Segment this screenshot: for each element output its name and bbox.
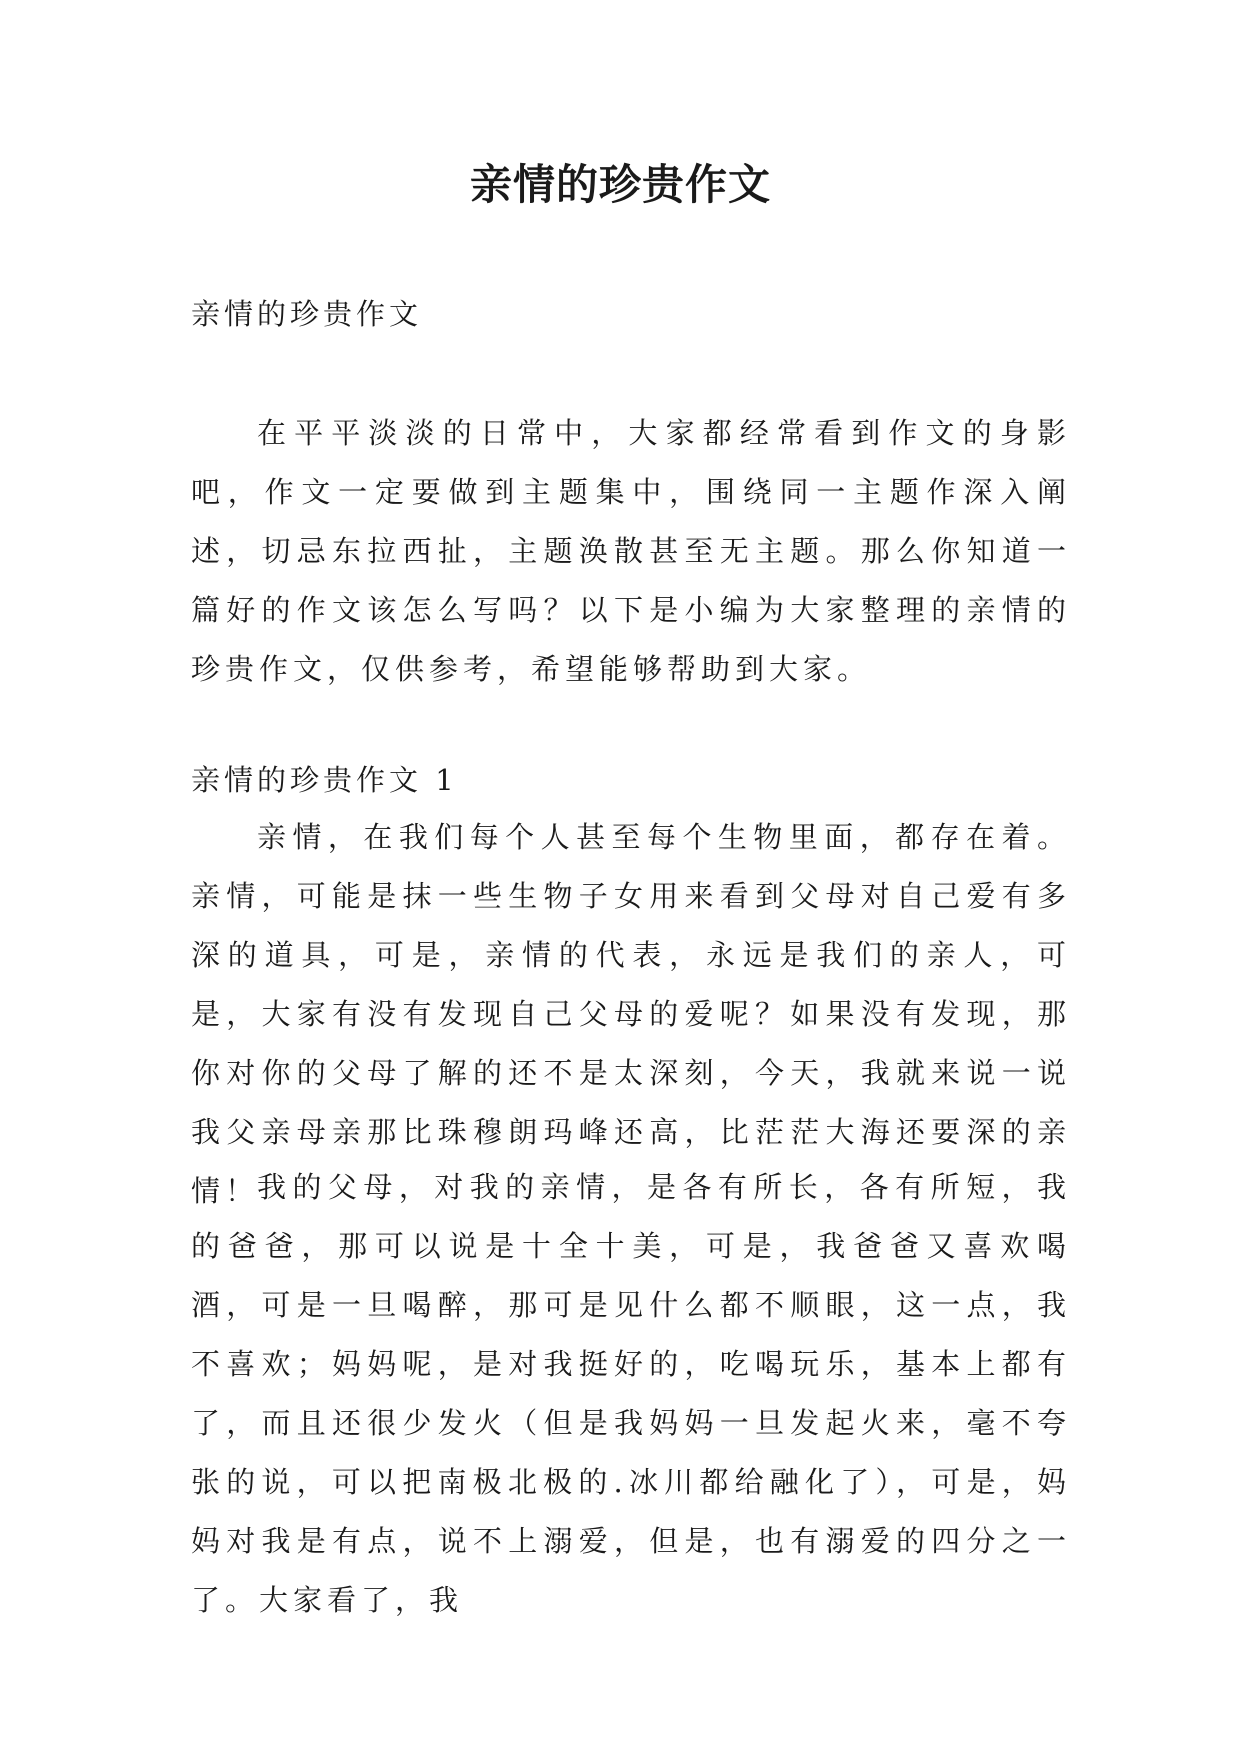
section-heading-1: 亲情的珍贵作文 1: [191, 763, 458, 797]
document-subtitle: 亲情的珍贵作文: [191, 297, 423, 331]
section1-paragraph-2: 我的父母，对我的亲情，是各有所长，各有所短，我的爸爸，那可以说是十全十美，可是，我爸爸又喜欢喝酒，可是一旦喝醉，那可是见什么都不顺眼，这一点，我不喜欢；妈妈呢，是对我挺好的，吃喝玩乐，基本上都有了，而且还很少发火（但是我妈妈一旦发起火来，毫不夸张的说，可以把南极北极的.冰川都给融化了），可是，妈妈对我是有点，说不上溺爱，但是，也有溺爱的四分之一了。大家看了，我: [191, 1170, 1071, 1617]
document-title: 亲情的珍贵作文: [469, 160, 771, 209]
intro-paragraph: 在平平淡淡的日常中，大家都经常看到作文的身影吧，作文一定要做到主题集中，围绕同一主题作深入阐述，切忌东拉西扯，主题涣散甚至无主题。那么你知道一篇好的作文该怎么写吗？以下是小编为大家整理的亲情的珍贵作文，仅供参考，希望能够帮助到大家。: [191, 416, 1071, 686]
section1-paragraph-1: 亲情，在我们每个人甚至每个生物里面，都存在着。亲情，可能是抹一些生物子女用来看到父母对自己爱有多深的道具，可是，亲情的代表，永远是我们的亲人，可是，大家有没有发现自己父母的爱呢？如果没有发现，那你对你的父母了解的还不是太深刻，今天，我就来说一说我父亲母亲那比珠穆朗玛峰还高，比茫茫大海还要深的亲情！: [191, 820, 1071, 1208]
